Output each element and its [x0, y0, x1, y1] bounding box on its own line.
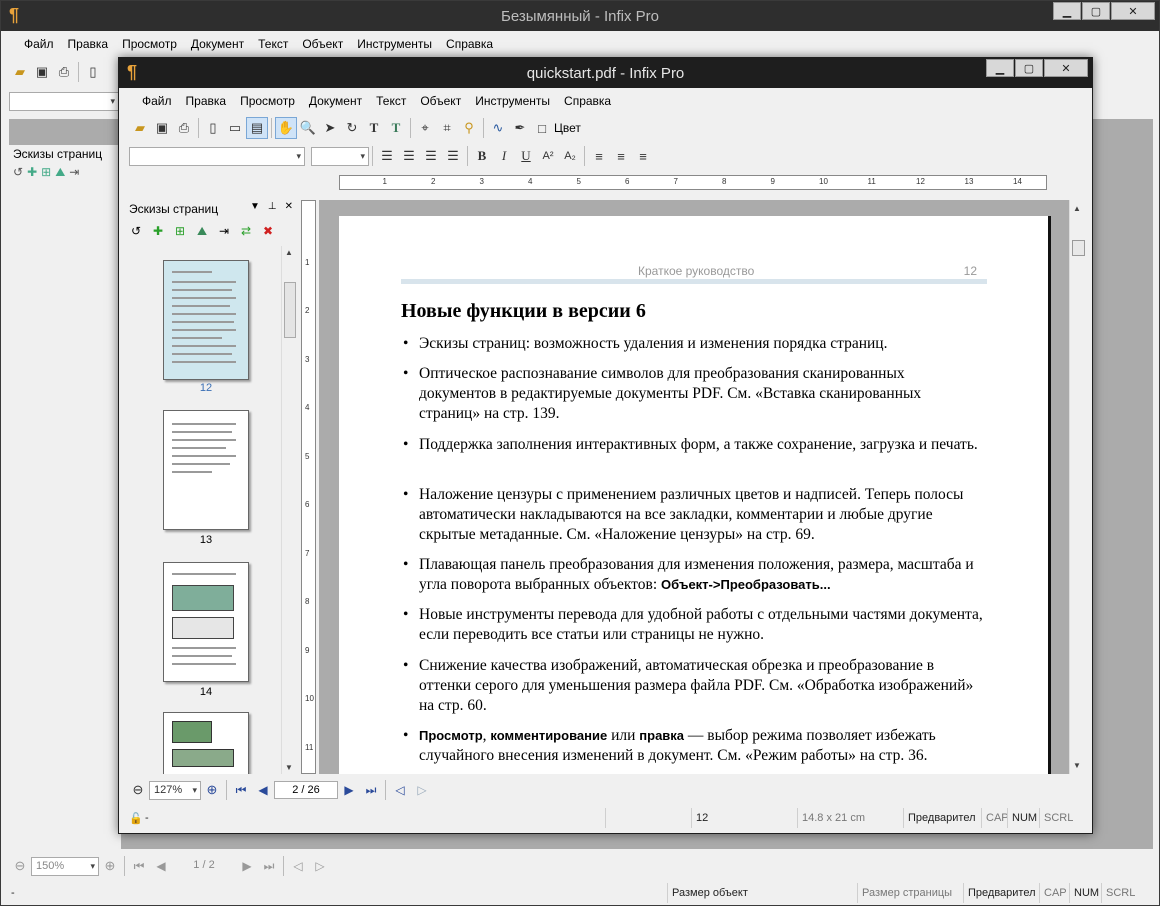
- ruler-tick: 5: [576, 177, 581, 186]
- rotate-page-icon[interactable]: ↺: [130, 224, 142, 238]
- eyedropper-icon[interactable]: ✒: [514, 120, 526, 135]
- rotate-icon[interactable]: ↺: [13, 165, 24, 179]
- fit-page-icon[interactable]: ▭: [228, 120, 242, 135]
- color-swatch-icon[interactable]: □: [538, 120, 546, 136]
- thumb-text-line: [172, 447, 226, 449]
- bg-menu-view[interactable]: Просмотр: [122, 37, 177, 51]
- panel-menu-icon[interactable]: ▼: [249, 201, 260, 212]
- fg-menubar: [127, 90, 1092, 112]
- bg-main-toolbar: [9, 59, 129, 85]
- status-preview: Предварител: [903, 808, 981, 828]
- bg-menu-file[interactable]: Файл: [24, 37, 54, 51]
- thumb-text-line: [172, 655, 232, 657]
- delete-page-icon[interactable]: ✖: [262, 224, 274, 238]
- ruler-tick: 2: [431, 177, 436, 186]
- fg-format-toolbar: [129, 144, 703, 168]
- status-empty: [605, 808, 691, 828]
- thumb-text-line: [172, 423, 236, 425]
- italic-icon[interactable]: I: [501, 148, 507, 163]
- menu-document[interactable]: Документ: [308, 94, 363, 108]
- back-icon[interactable]: ◁: [293, 859, 303, 873]
- ruler-tick: 6: [305, 500, 310, 509]
- forward-icon[interactable]: ▷: [417, 783, 427, 797]
- bullet-item: • Снижение качества изображений, автоматическая обрезка и преобразование в оттенки серого для уменьшения размера файла PDF. См. «Обработка изображений» на стр. 60.: [403, 656, 983, 716]
- thumb-text-line: [172, 361, 236, 363]
- zoom-combo[interactable]: 127% ▾: [149, 781, 201, 800]
- ruler-tick: 10: [819, 177, 828, 186]
- extract-icon[interactable]: ⇥: [69, 165, 80, 179]
- thumbnail-label: 13: [199, 534, 213, 546]
- document-heading: Новые функции в версии 6: [401, 300, 646, 322]
- thumbnail-page-15[interactable]: [163, 712, 249, 774]
- ocr-icon[interactable]: ⌖: [421, 120, 429, 135]
- ruler-tick: 13: [964, 177, 974, 186]
- menu-file[interactable]: Файл: [142, 94, 172, 108]
- font-size-combo[interactable]: [311, 147, 369, 166]
- crop-icon[interactable]: ⌗: [443, 120, 451, 135]
- document-scrollbar[interactable]: [1069, 200, 1087, 774]
- infix-app-icon: ¶: [127, 62, 138, 82]
- pin-icon[interactable]: ⊥: [267, 201, 277, 212]
- ruler-tick: 6: [625, 177, 630, 186]
- thumbnails-list: [125, 246, 279, 774]
- ruler-tick: 12: [916, 177, 925, 186]
- fg-window-controls: [986, 59, 1088, 77]
- mode-edit: правка: [639, 728, 685, 743]
- ruler-tick: 7: [673, 177, 678, 186]
- mode-comment: комментирование: [490, 728, 608, 743]
- bg-panel-title: Эскизы страниц: [13, 147, 103, 161]
- extract-page-icon[interactable]: ⇥: [218, 224, 230, 238]
- thumb-text-line: [172, 663, 236, 665]
- bullet-item-mode: [403, 726, 983, 766]
- text-tool-icon[interactable]: T: [369, 120, 379, 135]
- toolbar-separator: [483, 118, 484, 138]
- last-page-icon[interactable]: ⏭: [263, 858, 275, 873]
- thumb-text-line: [172, 439, 236, 441]
- thumbnails-panel: [125, 200, 297, 774]
- toolbar-separator: [467, 146, 468, 166]
- save-icon[interactable]: ▣: [155, 120, 169, 135]
- paragraph-spacing-icon[interactable]: ≡: [617, 148, 625, 164]
- bg-menubar: [1, 32, 1159, 56]
- horizontal-ruler: [339, 175, 1047, 190]
- infix-app-icon: ¶: [9, 5, 20, 25]
- thumb-text-line: [172, 455, 236, 457]
- bullet-item: • Поддержка заполнения интерактивных форм, а также сохранение, загрузка и печать.: [403, 435, 983, 455]
- hand-tool-icon[interactable]: ✋: [275, 117, 297, 139]
- zoom-out-icon[interactable]: ⊖: [14, 858, 26, 873]
- fg-titlebar[interactable]: [119, 58, 1092, 88]
- bg-menu-help[interactable]: Справка: [446, 37, 494, 51]
- ruler-tick: 8: [722, 177, 727, 186]
- font-family-combo[interactable]: [129, 147, 305, 166]
- bold-icon[interactable]: B: [477, 148, 487, 163]
- thumb-text-line: [172, 471, 212, 473]
- bg-status-scrl: SCRL: [1101, 883, 1135, 903]
- menu-object[interactable]: Объект: [420, 94, 462, 108]
- align-justify-icon[interactable]: ☰: [447, 148, 459, 163]
- statusbar: [125, 808, 1086, 828]
- maximize-icon[interactable]: ▢: [1082, 2, 1110, 20]
- menu-help[interactable]: Справка: [564, 94, 612, 108]
- last-page-icon[interactable]: ⏭: [365, 782, 377, 797]
- align-left-icon[interactable]: ☰: [381, 148, 393, 163]
- menu-view[interactable]: Просмотр: [240, 94, 295, 108]
- zoom-out-icon[interactable]: ⊖: [132, 782, 144, 797]
- toolbar-separator: [198, 118, 199, 138]
- scroll-up-icon[interactable]: ▲: [285, 248, 293, 257]
- scroll-down-icon[interactable]: ▼: [1073, 761, 1081, 770]
- navigation-bar: [127, 778, 489, 802]
- thumb-text-line: [172, 281, 236, 283]
- thumbnails-tools: [127, 220, 277, 242]
- nav-separator: [226, 780, 227, 800]
- next-page-icon[interactable]: ▶: [344, 783, 354, 797]
- thumbnail-label: 14: [199, 686, 213, 698]
- ruler-tick: 9: [770, 177, 775, 186]
- bg-thumbnails-panel: [9, 145, 121, 851]
- toolbar-separator: [78, 62, 79, 82]
- bullet-item: • Эскизы страниц: возможность удаления и изменения порядка страниц.: [403, 334, 983, 354]
- thumb-text-line: [172, 305, 230, 307]
- bullet-item: • Новые инструменты перевода для удобной работы с отдельными частями документа, если переводить все статьи или страницы не нужно.: [403, 605, 983, 645]
- ruler-tick: 14: [1013, 177, 1022, 186]
- menu-text[interactable]: Текст: [376, 94, 407, 108]
- superscript-icon[interactable]: A²: [542, 150, 554, 162]
- thumb-text-line: [172, 329, 236, 331]
- status-cap: CAP: [981, 808, 1007, 828]
- align-center-icon[interactable]: ☰: [403, 148, 415, 163]
- page-header-number: 12: [963, 264, 977, 278]
- thumb-figure: [172, 585, 234, 611]
- status-page: 12: [691, 808, 797, 828]
- status-num: NUM: [1007, 808, 1039, 828]
- replace-page-icon[interactable]: ⇄: [240, 224, 252, 238]
- status-page-size: 14.8 x 21 cm: [797, 808, 903, 828]
- bg-status-object-size: Размер объект: [667, 883, 857, 903]
- bullet-transform-text: Плавающая панель преобразования для изменения положения, размера, масштаба и угла поворота выбранных объектов:: [419, 556, 974, 593]
- color-button-label[interactable]: Цвет: [554, 121, 581, 135]
- ruler-tick: 11: [305, 742, 314, 752]
- single-page-icon[interactable]: ▯: [209, 120, 217, 135]
- print-icon[interactable]: ⎙: [58, 64, 70, 79]
- bg-status-preview: Предварител: [963, 883, 1039, 903]
- open-folder-icon[interactable]: ▰: [15, 64, 25, 79]
- thumb-text-line: [172, 647, 236, 649]
- thumb-text-line: [172, 345, 236, 347]
- ruler-tick: 4: [528, 177, 533, 186]
- thumb-text-line: [172, 337, 222, 339]
- ruler-tick: 2: [305, 306, 310, 315]
- scan-icon[interactable]: ⛰: [55, 165, 66, 179]
- insert-page-icon[interactable]: ⊞: [174, 224, 186, 238]
- scroll-thumb[interactable]: [284, 282, 296, 338]
- first-page-icon[interactable]: ⏮: [133, 858, 145, 873]
- nav-separator: [124, 856, 125, 876]
- underline-icon[interactable]: U: [521, 148, 531, 163]
- add-page-icon[interactable]: ✚: [152, 224, 164, 238]
- curve-icon[interactable]: ∿: [492, 120, 504, 135]
- print-icon[interactable]: ⎙: [178, 120, 190, 135]
- rotate-tool-icon[interactable]: ↻: [346, 120, 358, 135]
- page-header: [401, 262, 987, 284]
- nav-separator: [283, 856, 284, 876]
- indent-icon[interactable]: ≡: [639, 148, 647, 164]
- ruler-tick: 3: [479, 177, 484, 186]
- first-page-icon[interactable]: ⏮: [235, 782, 247, 797]
- thumb-text-line: [172, 321, 234, 323]
- thumb-figure: [172, 721, 212, 743]
- prev-page-icon[interactable]: ◀: [156, 859, 166, 873]
- thumb-text-line: [172, 271, 212, 273]
- scroll-thumb[interactable]: [1072, 240, 1085, 256]
- open-folder-icon[interactable]: ▰: [135, 120, 145, 135]
- scan-page-icon[interactable]: ⛰: [196, 223, 208, 238]
- link-icon[interactable]: ⚲: [464, 120, 474, 135]
- mode-sep: ,: [482, 727, 487, 744]
- ruler-tick: 1: [305, 257, 310, 267]
- page-field[interactable]: 2 / 26: [274, 781, 338, 799]
- scroll-up-icon[interactable]: ▲: [1073, 204, 1081, 213]
- zoom-tool-icon[interactable]: 🔍: [299, 120, 317, 135]
- thumbnail-page-13[interactable]: [163, 410, 249, 530]
- nav-separator: [385, 780, 386, 800]
- ruler-tick: 11: [867, 177, 876, 186]
- thumb-text-line: [172, 353, 232, 355]
- toolbar-separator: [271, 118, 272, 138]
- bg-navigation-bar: [9, 852, 379, 880]
- next-page-icon[interactable]: ▶: [242, 859, 252, 873]
- mode-rest: — выбор режима позволяет избежать случайного внесения изменений в документ. См. «Режим работы» на стр. 36.: [419, 727, 936, 764]
- ruler-tick: 4: [305, 403, 310, 412]
- minimize-icon[interactable]: ▁: [1053, 2, 1081, 20]
- bg-window-title: Безымянный - Infix Pro: [500, 7, 660, 25]
- menu-tools[interactable]: Инструменты: [475, 94, 551, 108]
- bg-statusbar: [7, 883, 1153, 903]
- insert-page-icon[interactable]: ⊞: [41, 165, 52, 179]
- thumbnail-page-14[interactable]: [163, 562, 249, 682]
- page-icon[interactable]: ▯: [89, 64, 97, 79]
- bg-status-left: -: [11, 887, 15, 899]
- ruler-tick: 10: [305, 694, 314, 703]
- bg-window-controls: [1053, 2, 1155, 20]
- bg-menu-document[interactable]: Документ: [190, 37, 245, 51]
- bullet-transform-ui: Объект->Преобразовать...: [661, 577, 831, 592]
- ruler-tick: 5: [305, 451, 310, 461]
- toolbar-separator: [584, 146, 585, 166]
- thumbnail-page-12[interactable]: [163, 260, 249, 380]
- thumbnails-panel-header: [125, 200, 297, 218]
- bg-status-num: NUM: [1069, 883, 1101, 903]
- thumbnails-panel-title: Эскизы страниц: [129, 202, 219, 216]
- bullet-item: • Оптическое распознавание символов для преобразования сканированных документов в редактируемые документы PDF. См. «Вставка сканированных страниц» на стр. 139.: [403, 364, 983, 424]
- status-left: -: [145, 812, 149, 824]
- bg-status-page-size: Размер страницы: [857, 883, 963, 903]
- align-right-icon[interactable]: ☰: [425, 148, 437, 163]
- bg-menu-object[interactable]: Объект: [302, 37, 344, 51]
- back-icon[interactable]: ◁: [395, 783, 405, 797]
- thumbnails-scrollbar[interactable]: [281, 246, 297, 774]
- document-view[interactable]: [319, 200, 1069, 774]
- mode-view: Просмотр: [419, 728, 483, 743]
- ruler-tick: 9: [305, 645, 310, 655]
- close-icon[interactable]: ✕: [1111, 2, 1155, 20]
- status-scrl: SCRL: [1039, 808, 1071, 828]
- bg-titlebar[interactable]: [1, 1, 1159, 31]
- thumb-text-line: [172, 289, 232, 291]
- bg-menu-text[interactable]: Текст: [258, 37, 289, 51]
- bg-status-cap: CAP: [1039, 883, 1069, 903]
- bg-page-field[interactable]: 1 / 2: [172, 857, 236, 875]
- bg-format-toolbar: [9, 89, 129, 113]
- toolbar-separator: [410, 118, 411, 138]
- page-header-title: Краткое руководство: [638, 264, 755, 278]
- line-spacing-icon[interactable]: ≡: [595, 148, 603, 164]
- panel-close-icon[interactable]: ✕: [284, 201, 293, 212]
- zoom-in-icon[interactable]: ⊕: [206, 782, 218, 797]
- maximize-icon[interactable]: ▢: [1015, 59, 1043, 77]
- lock-icon: 🔓: [129, 812, 143, 825]
- prev-page-icon[interactable]: ◀: [258, 783, 268, 797]
- thumb-text-line: [172, 463, 230, 465]
- ruler-tick: 8: [305, 597, 310, 606]
- text-flow-icon[interactable]: T: [391, 120, 401, 135]
- bullet-item: • Наложение цензуры с применением различных цветов и надписей. Теперь полосы автоматически накладываются на все закладки, комментарии и любые другие скрытые метаданные. См. «Наложение цензуры» на стр. 69.: [403, 485, 983, 545]
- forward-icon[interactable]: ▷: [315, 859, 325, 873]
- thumb-figure: [172, 749, 234, 767]
- save-icon[interactable]: ▣: [35, 64, 49, 79]
- thumb-figure: [172, 617, 234, 639]
- subscript-icon[interactable]: A₂: [564, 150, 576, 162]
- zoom-in-icon[interactable]: ⊕: [104, 858, 116, 873]
- bg-menu-edit[interactable]: Правка: [67, 37, 109, 51]
- bg-zoom-combo[interactable]: 150% ▾: [31, 857, 99, 876]
- fg-main-toolbar: [129, 115, 661, 141]
- ruler-tick: 3: [305, 354, 310, 364]
- minimize-icon[interactable]: ▁: [986, 59, 1014, 77]
- ruler-tick: 1: [382, 177, 387, 186]
- toolbar-separator: [372, 146, 373, 166]
- panel-header-buttons: [250, 201, 293, 212]
- mode-or: или: [611, 727, 636, 744]
- close-icon[interactable]: ✕: [1044, 59, 1088, 77]
- thumb-text-line: [172, 313, 236, 315]
- thumb-text-line: [172, 573, 236, 575]
- menu-edit[interactable]: Правка: [185, 94, 227, 108]
- bg-panel-tools: [13, 165, 79, 180]
- thumbnail-label: 12: [199, 382, 213, 394]
- document-page[interactable]: [339, 216, 1051, 774]
- add-page-icon[interactable]: ✚: [27, 165, 38, 179]
- bg-font-combo[interactable]: [9, 92, 119, 111]
- foreground-window: [118, 57, 1093, 834]
- thumb-text-line: [172, 431, 232, 433]
- select-arrow-icon[interactable]: ➤: [324, 120, 336, 135]
- bg-menu-tools[interactable]: Инструменты: [357, 37, 433, 51]
- fg-window-title: quickstart.pdf - Infix Pro: [526, 64, 685, 82]
- thumb-text-line: [172, 297, 236, 299]
- bullet-item-transform: [403, 555, 983, 595]
- page-layout-icon[interactable]: ▤: [246, 117, 268, 139]
- scroll-down-icon[interactable]: ▼: [285, 763, 293, 772]
- vertical-ruler: [301, 200, 316, 774]
- ruler-tick: 7: [305, 548, 310, 558]
